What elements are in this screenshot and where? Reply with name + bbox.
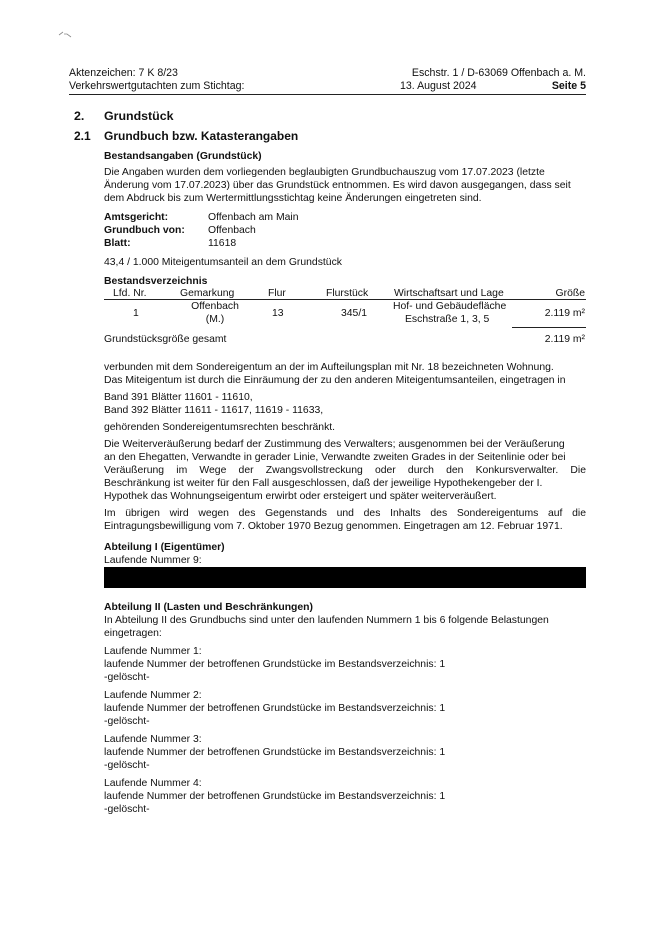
weiter-line-1: Die Weiterveräußerung bedarf der Zustimmung des Verwalters; ausgenommen bei der Veräußerung: [104, 439, 565, 450]
weiter-line-4: Beschränkung ist weiter für den Fall ausgeschlossen, daß der jeweilige Hypothekengeber der I.: [104, 478, 543, 489]
entry-3-status: -gelöscht-: [104, 760, 150, 771]
amtsgericht-label: Amtsgericht:: [104, 212, 169, 223]
bezug-line-2: Eintragungsbewilligung vom 7. Oktober 1970 Bezug genommen. Eingetragen am 12. Februar 1971.: [104, 521, 563, 532]
band-391: Band 391 Blätter 11601 - 11610,: [104, 392, 253, 403]
weiter-line-5: Hypothek das Wohnungseigentum erwirbt oder ersteigert und später weiterveräußert.: [104, 491, 497, 502]
bestandsangaben-heading: Bestandsangaben (Grundstück): [104, 151, 262, 162]
valuation-date: 13. August 2024: [400, 80, 477, 92]
entry-1-title: Laufende Nummer 1:: [104, 646, 202, 657]
col-flur: Flur: [268, 288, 286, 299]
bestandsangaben-line-3: dem Abdruck bis zum Wertermittlungsstichtag keine Änderungen eingetreten sind.: [104, 193, 482, 204]
blatt-value: 11618: [208, 238, 237, 249]
entry-2-status: -gelöscht-: [104, 716, 150, 727]
sum-rule: [512, 327, 586, 328]
bezug-line-1: Im übrigen wird wegen des Gegenstands und des Inhalts des Sondereigentums auf die: [104, 508, 586, 519]
band-392: Band 392 Blätter 11611 - 11617, 11619 - 11633,: [104, 405, 324, 416]
grundbuch-value: Offenbach: [208, 225, 256, 236]
redaction-bar: [104, 567, 586, 588]
entry-4-title: Laufende Nummer 4:: [104, 778, 202, 789]
row-groesse: 2.119 m²: [544, 308, 585, 319]
amtsgericht-value: Offenbach am Main: [208, 212, 299, 223]
share-text: 43,4 / 1.000 Miteigentumsanteil an dem Grundstück: [104, 257, 342, 268]
entry-1-status: -gelöscht-: [104, 672, 150, 683]
row-flur: 13: [272, 308, 284, 319]
bestandsangaben-line-1: Die Angaben wurden dem vorliegenden beglaubigten Grundbuchauszug vom 17.07.2023 (letzte: [104, 167, 545, 178]
page-number: Seite 5: [551, 80, 586, 92]
file-number: Aktenzeichen: 7 K 8/23: [69, 67, 178, 79]
abteilung-1-heading: Abteilung I (Eigentümer): [104, 542, 225, 553]
row-gemarkung-2: (M.): [205, 314, 225, 325]
subsection-number: 2.1: [74, 129, 91, 143]
entry-4-status: -gelöscht-: [104, 804, 150, 815]
abteilung-2-heading: Abteilung II (Lasten und Beschränkungen): [104, 602, 313, 613]
row-lage-1: Hof- und Gebäudefläche: [393, 301, 507, 312]
abteilung-1-entry: Laufende Nummer 9:: [104, 555, 202, 566]
row-flurstueck: 345/1: [341, 308, 368, 319]
entry-2-title: Laufende Nummer 2:: [104, 690, 202, 701]
row-gemarkung-1: Offenbach: [191, 301, 239, 312]
section-title: Grundstück: [104, 109, 174, 123]
row-nr: 1: [133, 308, 139, 319]
blatt-label: Blatt:: [104, 238, 131, 249]
weiter-line-2: an den Ehegatten, Verwandte in gerader Linie, Verwandte zweiten Grades in der Seitenlinie oder bei: [104, 452, 566, 463]
row-lage-2: Eschstraße 1, 3, 5: [405, 314, 490, 325]
document-type: Verkehrswertgutachten zum Stichtag:: [69, 80, 245, 92]
col-gemarkung: Gemarkung: [180, 288, 235, 299]
scan-mark: [58, 30, 74, 40]
section-number: 2.: [74, 109, 85, 123]
entry-3-detail: laufende Nummer der betroffenen Grundstücke im Bestandsverzeichnis: 1: [104, 747, 446, 758]
office-address: Eschstr. 1 / D-63069 Offenbach a. M.: [411, 67, 586, 79]
col-lfd-nr: Lfd. Nr.: [113, 288, 147, 299]
total-label: Grundstücksgröße gesamt: [104, 334, 227, 345]
sondereigentum-line-1: verbunden mit dem Sondereigentum an der im Aufteilungsplan mit Nr. 18 bezeichneten Wohnung.: [104, 362, 554, 373]
entry-4-detail: laufende Nummer der betroffenen Grundstücke im Bestandsverzeichnis: 1: [104, 791, 446, 802]
col-wirtschaftsart: Wirtschaftsart und Lage: [394, 288, 504, 299]
sondereigentum-line-2: Das Miteigentum ist durch die Einräumung der zu den anderen Miteigentumsanteilen, eingetragen in: [104, 375, 566, 386]
entry-3-title: Laufende Nummer 3:: [104, 734, 202, 745]
bestandsangaben-line-2: Änderung vom 17.07.2023) über das Grundstück entnommen. Es wird davon ausgegangen, dass seit: [104, 180, 571, 191]
bestandsverzeichnis-heading: Bestandsverzeichnis: [104, 276, 208, 287]
weiter-line-3: Veräußerung im Wege der Zwangsvollstreckung oder durch den Konkursverwalter. Die: [104, 465, 586, 476]
abteilung-2-intro-1: In Abteilung II des Grundbuchs sind unter den laufenden Nummern 1 bis 6 folgende Belastungen: [104, 615, 549, 626]
restricted-text: gehörenden Sondereigentumsrechten beschränkt.: [104, 422, 336, 433]
col-flurstueck: Flurstück: [326, 288, 369, 299]
subsection-title: Grundbuch bzw. Katasterangaben: [104, 129, 299, 143]
total-value: 2.119 m²: [544, 334, 585, 345]
table-header-rule: [104, 299, 586, 300]
grundbuch-label: Grundbuch von:: [104, 225, 185, 236]
abteilung-2-intro-2: eingetragen:: [104, 628, 162, 639]
entry-1-detail: laufende Nummer der betroffenen Grundstücke im Bestandsverzeichnis: 1: [104, 659, 446, 670]
header-rule: [69, 94, 586, 95]
entry-2-detail: laufende Nummer der betroffenen Grundstücke im Bestandsverzeichnis: 1: [104, 703, 446, 714]
col-groesse: Größe: [555, 288, 585, 299]
